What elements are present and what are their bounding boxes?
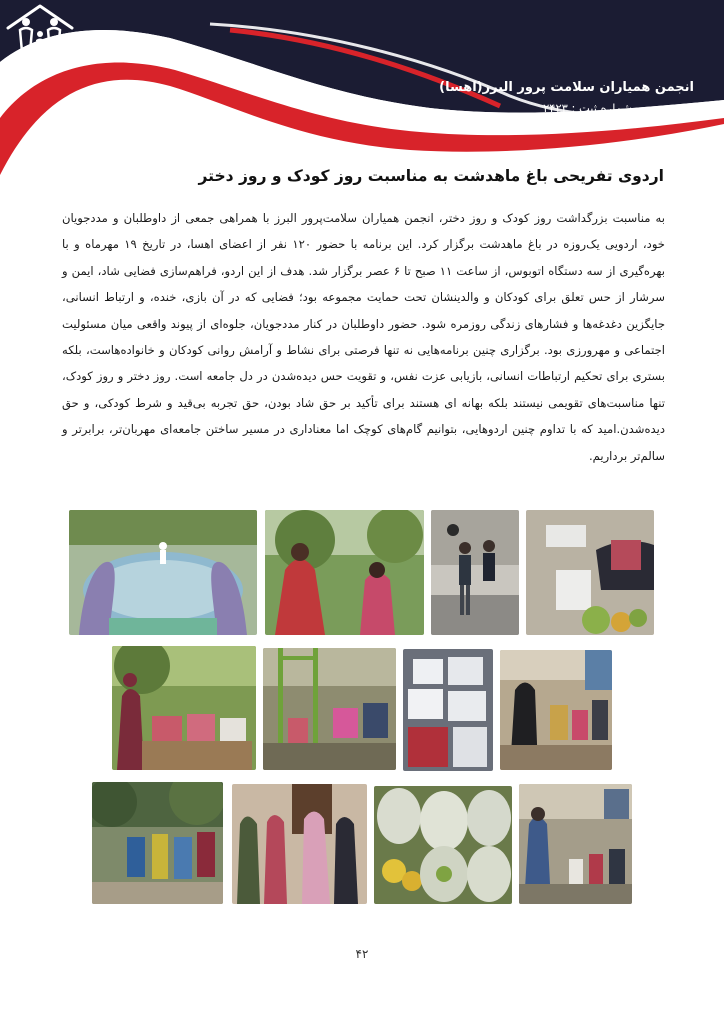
family-house-logo-icon [0, 0, 80, 60]
photo-crowd-courtyard [500, 650, 612, 770]
registration-number: شماره ثبت : ۲۴۲۳ [543, 101, 632, 115]
photo-pool-slide [69, 510, 257, 635]
photo-girls-garden [265, 510, 424, 635]
article-title: اردوی تفریحی باغ ماهدشت به مناسبت روز کودک و روز دختر [198, 167, 664, 185]
photo-women-seated [112, 646, 256, 770]
page-number: ۴۲ [355, 947, 369, 961]
photo-swing-group [263, 648, 396, 770]
article-body: به مناسبت بزرگداشت روز کودک و روز دختر، انجمن همیاران سلامت‌پرور البرز با همراهی جمعی از داوطلبان و مددجویان خود، اردویی یک‌روزه در باغ ماهدشت برگزار کرد. این برنامه با حضور ۱۲۰ نفر از اعضای اهسا، در تاریخ ۱۹ مهرماه و با بهره‌گیری از سه دستگاه اتوبوس، از ساعت ۱۱ صبح تا ۶ عصر برگزار شد. هدف از این اردو، فراهم‌سازی فضایی شاد، ایمن و سرشار از حس تعلق برای کودکان و والدینشان تحت حمایت مجموعه بود؛ فضایی که در آن بازی، خنده، و ارتباط انسانی، جایگزین دغدغه‌ها و فشارهای زندگی روزمره شود. حضور داوطلبان در کنار مددجویان، جلوه‌ای از پیوند واقعی میان مسئولیت اجتماعی و مهرورزی بود. برگزاری چنین برنامه‌هایی نه تنها فرصتی برای نشاط و آرامش روانی کودکان و خانواده‌هاست، بلکه بستری برای تحکیم ارتباطات انسانی، بازیابی عزت نفس، و تقویت حس دیده‌شدن در دل جامعه است. روز دختر و روز کودک، تنها مناسبت‌های تقویمی نیستند بلکه بهانه ای هستند برای تأکید بر حق شاد بودن، حق تجربه بی‌قید و شرط کودکی، و حق دیده‌شدن.امید که با تداوم چنین اردوهایی، بتوانیم گام‌های کوچک اما معناداری در مسیر ساختن جامعه‌ای مهربان‌تر، برابرتر و سالم‌تر برداریم. [62, 211, 665, 463]
organization-name: انجمن همیاران سلامت پرور البرز(اهسا) [439, 80, 694, 95]
page-header [0, 0, 724, 175]
photo-women-standing [232, 784, 367, 904]
photo-children-yard [519, 784, 632, 904]
photo-fruit-bags [374, 786, 512, 904]
photo-craft-table [526, 510, 654, 635]
photo-boys-walking [431, 510, 519, 635]
photo-packed-bags [403, 649, 493, 771]
photo-group-trees [92, 782, 223, 904]
